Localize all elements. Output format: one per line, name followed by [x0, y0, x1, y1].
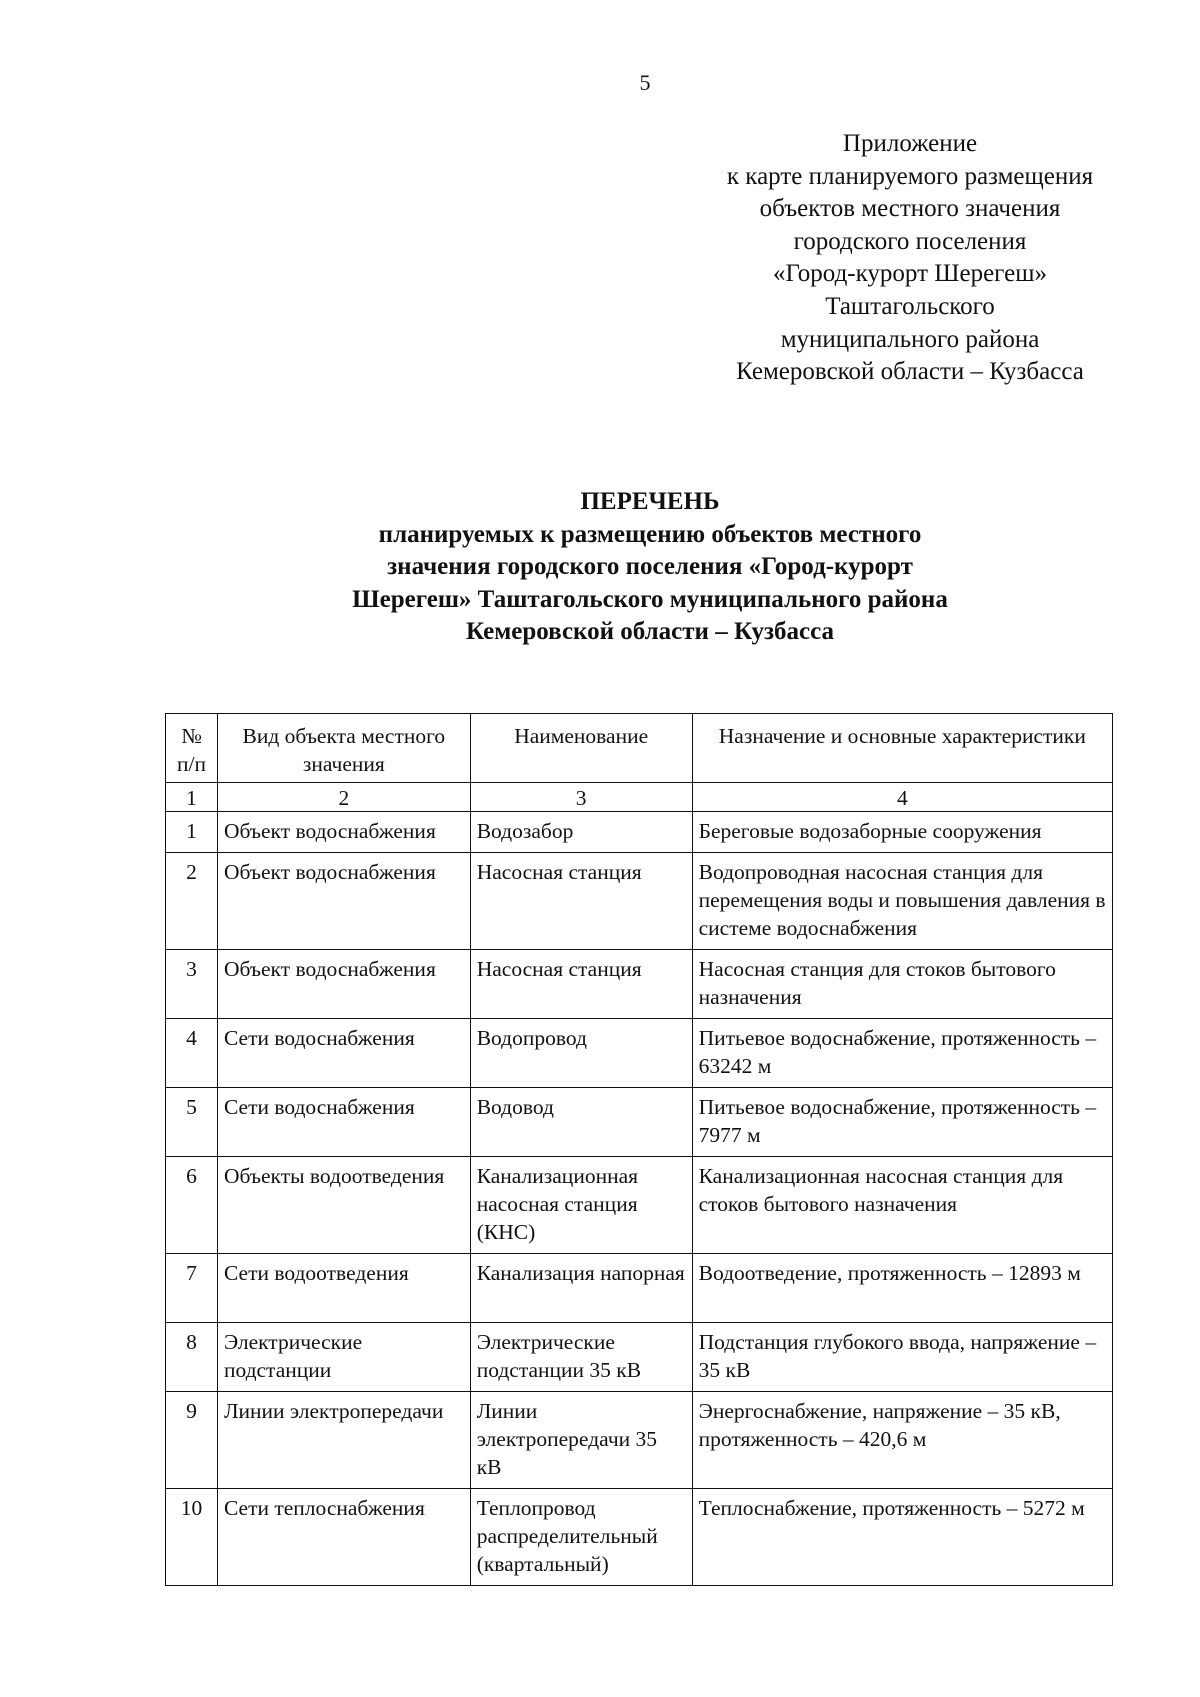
title-line: Шерегеш» Таштагольского муниципального района: [352, 585, 948, 613]
page-number: 5: [639, 70, 651, 95]
header-cell-name: Наименование: [470, 714, 692, 783]
column-number-row: [166, 783, 1113, 812]
object-type-cell: Сети водоотведения: [217, 1254, 470, 1323]
row-number-cell: 6: [166, 1157, 218, 1254]
object-name-cell: Водовод: [470, 1088, 692, 1157]
table-row: [166, 950, 1113, 1019]
object-name-cell: Линии электропередачи 35 кВ: [470, 1392, 692, 1489]
object-name-cell: Насосная станция: [470, 950, 692, 1019]
object-purpose-cell: Береговые водозаборные сооружения: [692, 812, 1112, 853]
row-number-cell: 7: [166, 1254, 218, 1323]
object-type-cell: Объект водоснабжения: [217, 812, 470, 853]
row-number-cell: 4: [166, 1019, 218, 1088]
object-type-cell: Сети водоснабжения: [217, 1019, 470, 1088]
annex-caption: [690, 128, 1130, 389]
annex-line: Кемеровской области – Кузбасса: [736, 358, 1084, 386]
object-type-cell: Электрические подстанции: [217, 1323, 470, 1392]
object-name-cell: Насосная станция: [470, 853, 692, 950]
column-number-cell: 2: [217, 783, 470, 812]
object-purpose-cell: Подстанция глубокого ввода, напряжение – 35 кВ: [692, 1323, 1112, 1392]
header-cell-number: № п/п: [166, 714, 218, 783]
objects-table: [165, 713, 1113, 1586]
table-row: [166, 1392, 1113, 1489]
object-type-cell: Линии электропередачи: [217, 1392, 470, 1489]
annex-line: к карте планируемого размещения: [726, 162, 1094, 190]
table-row: [166, 1323, 1113, 1392]
table-row: [166, 1088, 1113, 1157]
row-number-cell: 2: [166, 853, 218, 950]
object-name-cell: Канализационная насосная станция (КНС): [470, 1157, 692, 1254]
annex-line: Таштагольского: [825, 292, 995, 320]
title-line: Кемеровской области – Кузбасса: [465, 618, 835, 645]
object-purpose-cell: Водоотведение, протяженность – 12893 м: [692, 1254, 1112, 1323]
table-row: [166, 1489, 1113, 1586]
object-type-cell: Объекты водоотведения: [217, 1157, 470, 1254]
object-name-cell: Водопровод: [470, 1019, 692, 1088]
table-row: [166, 1019, 1113, 1088]
annex-line: Приложение: [842, 130, 978, 157]
title-line: ПЕРЕЧЕНЬ: [580, 488, 720, 515]
column-number-cell: 3: [470, 783, 692, 812]
row-number-cell: 3: [166, 950, 218, 1019]
object-type-cell: Объект водоснабжения: [217, 950, 470, 1019]
object-type-cell: Сети водоснабжения: [217, 1088, 470, 1157]
object-purpose-cell: Водопроводная насосная станция для перемещения воды и повышения давления в системе водоснабжения: [692, 853, 1112, 950]
row-number-cell: 5: [166, 1088, 218, 1157]
document-title: [250, 486, 1050, 649]
header-cell-purpose: Назначение и основные характеристики: [692, 714, 1112, 783]
object-name-cell: Канализация напорная: [470, 1254, 692, 1323]
column-number-cell: 1: [166, 783, 218, 812]
column-number-cell: 4: [692, 783, 1112, 812]
row-number-cell: 9: [166, 1392, 218, 1489]
annex-line: муниципального района: [780, 325, 1040, 353]
table-row: [166, 1157, 1113, 1254]
annex-line: объектов местного значения: [759, 195, 1061, 223]
table-header-row: [166, 714, 1113, 783]
object-type-cell: Сети теплоснабжения: [217, 1489, 470, 1586]
object-purpose-cell: Теплоснабжение, протяженность – 5272 м: [692, 1489, 1112, 1586]
row-number-cell: 1: [166, 812, 218, 853]
object-name-cell: Электрические подстанции 35 кВ: [470, 1323, 692, 1392]
annex-line: городского поселения: [793, 227, 1027, 255]
object-purpose-cell: Питьевое водоснабжение, протяженность – 63242 м: [692, 1019, 1112, 1088]
title-line: планируемых к размещению объектов местного: [378, 520, 922, 548]
object-purpose-cell: Питьевое водоснабжение, протяженность – 7977 м: [692, 1088, 1112, 1157]
header-cell-type: Вид объекта местного значения: [217, 714, 470, 783]
table-row: [166, 1254, 1113, 1323]
table-row: [166, 853, 1113, 950]
row-number-cell: 8: [166, 1323, 218, 1392]
object-purpose-cell: Энергоснабжение, напряжение – 35 кВ, протяженность – 420,6 м: [692, 1392, 1112, 1489]
object-name-cell: Теплопровод распределительный (квартальный): [470, 1489, 692, 1586]
object-purpose-cell: Канализационная насосная станция для стоков бытового назначения: [692, 1157, 1112, 1254]
object-name-cell: Водозабор: [470, 812, 692, 853]
annex-line: «Город-курорт Шерегеш»: [773, 260, 1047, 288]
title-line: значения городского поселения «Город-курорт: [387, 553, 913, 580]
object-purpose-cell: Насосная станция для стоков бытового назначения: [692, 950, 1112, 1019]
table-row: [166, 812, 1113, 853]
object-type-cell: Объект водоснабжения: [217, 853, 470, 950]
row-number-cell: 10: [166, 1489, 218, 1586]
